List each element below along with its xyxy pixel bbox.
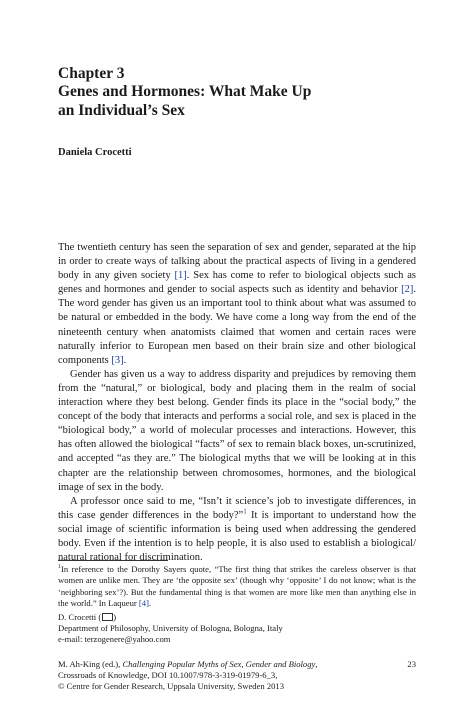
paragraph-text: .: [123, 354, 127, 366]
body-text: [58, 241, 416, 565]
author-name: Daniela Crocetti: [58, 147, 132, 158]
citation-link-4[interactable]: [4]: [138, 598, 149, 609]
book-citation: [58, 659, 416, 693]
citation-line-3: © Centre for Gender Research, Uppsala University, Sweden 2013: [58, 681, 285, 692]
footnote: [58, 564, 416, 610]
chapter-label: Chapter 3: [58, 65, 125, 82]
citation-link-1[interactable]: [1]: [174, 270, 187, 282]
citation-link-3[interactable]: [3]: [111, 354, 124, 366]
footnote-marker: 1: [58, 564, 61, 571]
citation-link-2[interactable]: [2]: [401, 284, 414, 296]
paragraph-text: The twentieth century has seen the separation of sex and gender, separated at the hip in order to create ways of talking about the practical aspects of living in a gendered body in any given society: [58, 242, 416, 282]
book-title: Challenging Popular Myths of Sex, Gender and Biology: [122, 659, 316, 669]
paragraph-text: A professor once said to me, “Isn’t it science’s job to investigate differences, in this case gender differences in the body?”: [58, 495, 416, 521]
citation-line-1: [58, 659, 416, 670]
author-contact: [58, 612, 416, 646]
contact-email[interactable]: e-mail: terzogenere@yahoo.com: [58, 634, 171, 645]
contact-affiliation: Department of Philosophy, University of Bologna, Bologna, Italy: [58, 623, 283, 634]
citation-line-2: Crossroads of Knowledge, DOI 10.1007/978-3-319-01979-6_3,: [58, 670, 278, 681]
chapter-title-line-2: an Individual’s Sex: [58, 102, 185, 119]
paragraph-text: . The word gender has given us an important tool to think about what was assumed to be natural or embedded in the body. We have come a long way from the end of the nineteenth century when anatomists claimed that women and certain races were naturally inferior to European men based on their brain size and other biological components: [58, 284, 416, 366]
paragraph-2: Gender has given us a way to address disparity and prejudices by removing them from the “natural,” or biological, body and placing them in the realm of social interaction where they best belong. Gender finds its place in the “social body,” the concept of the body that interacts and performs a social role, and sex is placed in the “biological body,” a world of molecular processes and interactions. However, this has often allowed the biological “facts” of sex to remain black boxes, un-scrutinized, and accepted “as they are.” The biological myths that we will be looking at in this chapter are the relationship between chromosomes, hormones, and the biological image of sex in the body.: [58, 368, 416, 493]
chapter-title: [58, 82, 418, 120]
paragraph-text: . Sex has come to refer to biological objects such as genes and hormones and gender to social aspects such as identity and behavior: [58, 270, 416, 296]
contact-name-line: D. Crocetti ( ): [58, 612, 117, 622]
footnote-divider: [58, 560, 168, 561]
chapter-title-line-1: Genes and Hormones: What Make Up: [58, 83, 312, 100]
envelope-icon: [102, 613, 113, 621]
footnote-marker-link[interactable]: 1: [243, 507, 247, 516]
paragraph-3: [58, 495, 416, 565]
contact-name: D. Crocetti: [58, 612, 97, 622]
footnote-text: In reference to the Dorothy Sayers quote, “The first thing that strikes the careless observer is that women are unlike men. They are ‘the opposite sex’ (though why ‘opposite’ I do not know; what is the ‘neighboring sex’?). But the fundamental thing is that women are more like men than anything else in the world.” In Laqueur: [58, 564, 416, 609]
paragraph-text: It is important to understand how the social image of scientific information is being used when addressing the gendered body. Even if the intention is to help people, it is also used to establish a biological/ natural rational for discrimination.: [58, 509, 416, 564]
page-number: 23: [407, 659, 416, 669]
paragraph-1: [58, 241, 416, 368]
footnote-text: .: [148, 598, 152, 609]
citation-text: ,: [315, 659, 318, 669]
citation-text: M. Ah-King (ed.),: [58, 659, 123, 669]
